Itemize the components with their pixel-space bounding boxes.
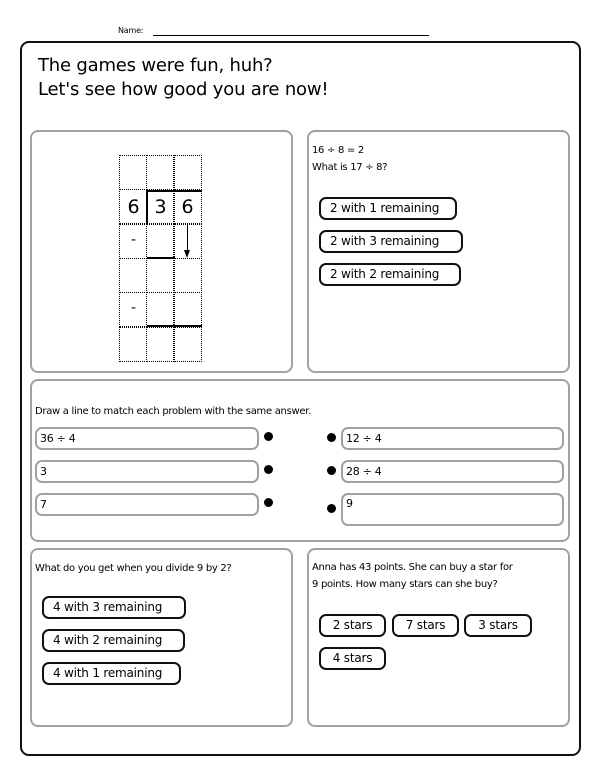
match-left-dot[interactable]	[264, 498, 273, 507]
answer-option[interactable]: 2 stars	[319, 614, 386, 637]
matching-instruction: Draw a line to match each problem with the same answer.	[35, 406, 311, 417]
name-input-line[interactable]	[153, 35, 429, 36]
match-right-item: 9	[341, 493, 564, 526]
grid-cell[interactable]	[119, 258, 147, 293]
match-right-dot[interactable]	[327, 433, 336, 442]
dividend-digit-2: 6	[181, 196, 194, 218]
question-prompt-line-2: 9 points. How many stars can she buy?	[312, 579, 498, 590]
grid-cell[interactable]	[146, 155, 174, 190]
dividend-digit-1: 3	[154, 196, 167, 218]
answer-option[interactable]: 3 stars	[464, 614, 532, 637]
minus-sign-1: -	[130, 232, 137, 248]
subtraction-line-1	[147, 257, 175, 259]
question-prompt: What is 17 ÷ 8?	[312, 162, 388, 173]
title-line-1: The games were fun, huh?	[38, 55, 273, 76]
match-left-dot[interactable]	[264, 432, 273, 441]
grid-cell[interactable]	[174, 155, 202, 190]
grid-cell[interactable]	[119, 155, 147, 190]
grid-cell[interactable]	[119, 327, 147, 362]
name-row	[0, 26, 600, 40]
grid-cell[interactable]	[146, 292, 174, 327]
grid-cell[interactable]	[146, 224, 174, 259]
answer-option[interactable]: 4 with 3 remaining	[42, 596, 186, 619]
answer-option[interactable]: 4 with 1 remaining	[42, 662, 181, 685]
match-right-item: 28 ÷ 4	[341, 460, 564, 483]
example-equation: 16 ÷ 8 = 2	[312, 145, 364, 156]
answer-option[interactable]: 2 with 2 remaining	[319, 263, 461, 286]
grid-cell[interactable]	[146, 327, 174, 362]
match-right-dot[interactable]	[327, 466, 336, 475]
question-prompt: What do you get when you divide 9 by 2?	[35, 563, 232, 574]
match-left-item: 3	[35, 460, 259, 483]
answer-option[interactable]: 4 stars	[319, 647, 386, 670]
subtraction-line-2	[147, 325, 202, 327]
answer-option[interactable]: 2 with 3 remaining	[319, 230, 463, 253]
match-left-dot[interactable]	[264, 465, 273, 474]
name-label: Name:	[118, 26, 144, 35]
title-line-2: Let's see how good you are now!	[38, 79, 329, 100]
arrow-head-icon	[184, 250, 190, 258]
divisor-digit: 6	[127, 196, 140, 218]
division-bracket-horizontal	[146, 190, 202, 192]
match-left-item: 7	[35, 493, 259, 516]
match-left-item: 36 ÷ 4	[35, 427, 259, 450]
division-bracket-vertical	[146, 190, 148, 224]
grid-cell[interactable]	[146, 258, 174, 293]
bring-down-arrow-icon	[187, 224, 188, 252]
match-right-item: 12 ÷ 4	[341, 427, 564, 450]
grid-cell[interactable]	[174, 292, 202, 327]
minus-sign-2: -	[130, 300, 137, 316]
page-title	[38, 54, 328, 102]
grid-cell[interactable]	[174, 327, 202, 362]
match-right-dot[interactable]	[327, 504, 336, 513]
answer-option[interactable]: 4 with 2 remaining	[42, 629, 185, 652]
answer-option[interactable]: 2 with 1 remaining	[319, 197, 457, 220]
grid-cell[interactable]	[174, 258, 202, 293]
question-prompt-line-1: Anna has 43 points. She can buy a star for	[312, 562, 513, 573]
answer-option[interactable]: 7 stars	[392, 614, 459, 637]
